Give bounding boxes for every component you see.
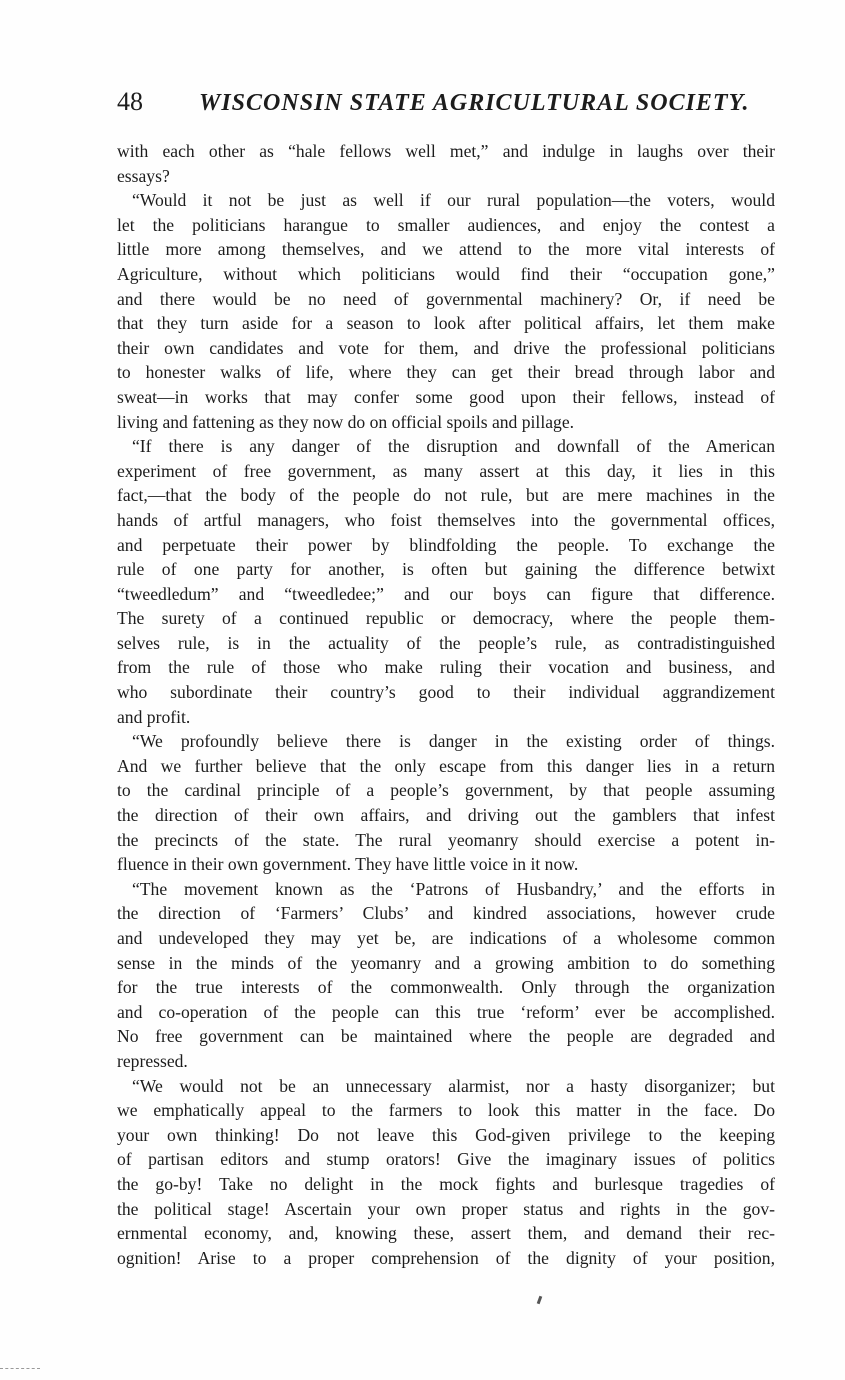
- text-line: that they turn aside for a season to look after political affairs, let them make: [117, 313, 775, 334]
- text-line: hands of artful managers, who foist themselves into the governmental offices,: [117, 509, 775, 530]
- text-line: fact,—that the body of the people do not rule, but are mere machines in the: [117, 485, 775, 506]
- text-line: of partisan editors and stump orators! Give the imaginary issues of politics: [117, 1149, 775, 1170]
- print-speck: [537, 1296, 543, 1305]
- text-line: sweat—in works that may confer some good upon their fellows, instead of: [117, 386, 775, 407]
- page-header: [117, 82, 777, 122]
- text-line: “We would not be an unnecessary alarmist, nor a hasty disorganizer; but: [132, 1075, 775, 1096]
- text-line: and co-operation of the people can this true ‘reform’ ever be accomplished.: [117, 1001, 775, 1022]
- text-line: “If there is any danger of the disruption and downfall of the American: [132, 436, 775, 457]
- text-line: repressed.: [117, 1050, 188, 1071]
- text-line: sense in the minds of the yeomanry and a growing ambition to do something: [117, 952, 775, 973]
- text-line: No free government can be maintained where the people are degraded and: [117, 1026, 775, 1047]
- text-line: “We profoundly believe there is danger in the existing order of things.: [132, 731, 775, 752]
- text-line: fluence in their own government. They have little voice in it now.: [117, 854, 579, 875]
- text-line: the political stage! Ascertain your own proper status and rights in the gov-: [117, 1198, 775, 1219]
- text-line: the go-by! Take no delight in the mock fights and burlesque tragedies of: [117, 1173, 775, 1194]
- text-line: who subordinate their country’s good to their individual aggrandizement: [117, 682, 775, 703]
- text-line: little more among themselves, and we attend to the more vital interests of: [117, 239, 775, 260]
- text-line: The surety of a continued republic or democracy, where the people them-: [117, 608, 775, 629]
- text-line: the direction of ‘Farmers’ Clubs’ and kindred associations, however crude: [117, 903, 775, 924]
- text-line: living and fattening as they now do on official spoils and pillage.: [117, 411, 575, 432]
- text-line: and profit.: [117, 706, 191, 727]
- page-number: 48: [117, 87, 143, 116]
- text-line: rule of one party for another, is often but gaining the difference betwixt: [117, 559, 775, 580]
- text-line: the direction of their own affairs, and driving out the gamblers that infest: [117, 805, 775, 826]
- text-line: we emphatically appeal to the farmers to look this matter in the face. Do: [117, 1100, 775, 1121]
- text-line: and there would be no need of governmental machinery? Or, if need be: [117, 288, 775, 309]
- page-edge-mark: [0, 1368, 40, 1370]
- text-line: to honester walks of life, where they can get their bread through labor and: [117, 362, 775, 383]
- text-line: with each other as “hale fellows well met,” and indulge in laughs over their: [117, 141, 775, 161]
- text-line: and perpetuate their power by blindfolding the people. To exchange the: [117, 534, 775, 555]
- running-head: WISCONSIN STATE AGRICULTURAL SOCIETY.: [199, 90, 750, 116]
- text-line: to the cardinal principle of a people’s government, by that people assuming: [117, 780, 775, 801]
- text-line: “The movement known as the ‘Patrons of Husbandry,’ and the efforts in: [132, 878, 775, 899]
- text-line: selves rule, is in the actuality of the people’s rule, as contradistinguished: [117, 632, 775, 653]
- text-line: for the true interests of the commonwealth. Only through the organization: [117, 977, 775, 998]
- text-line: experiment of free government, as many assert at this day, it lies in this: [117, 460, 775, 481]
- text-line: Agriculture, without which politicians would find their “occupation gone,”: [117, 263, 775, 284]
- text-line: “Would it not be just as well if our rural population—the voters, would: [132, 190, 775, 211]
- text-line: ernmental economy, and, knowing these, assert them, and demand their rec-: [117, 1223, 775, 1244]
- body-text: [117, 139, 775, 1270]
- text-line: the precincts of the state. The rural yeomanry should exercise a potent in-: [117, 829, 775, 850]
- text-line: “tweedledum” and “tweedledee;” and our boys can figure that difference.: [117, 583, 775, 604]
- text-line: their own candidates and vote for them, and drive the professional politicians: [117, 337, 775, 358]
- text-line: your own thinking! Do not leave this God-given privilege to the keeping: [117, 1124, 775, 1145]
- text-line: from the rule of those who make ruling their vocation and business, and: [117, 657, 775, 678]
- text-line: and undeveloped they may yet be, are indications of a wholesome common: [117, 928, 775, 948]
- text-line: essays?: [117, 165, 170, 186]
- text-line: let the politicians harangue to smaller audiences, and enjoy the contest a: [117, 214, 775, 235]
- text-line: And we further believe that the only escape from this danger lies in a return: [117, 755, 775, 776]
- text-line: ognition! Arise to a proper comprehension of the dignity of your position,: [117, 1247, 775, 1268]
